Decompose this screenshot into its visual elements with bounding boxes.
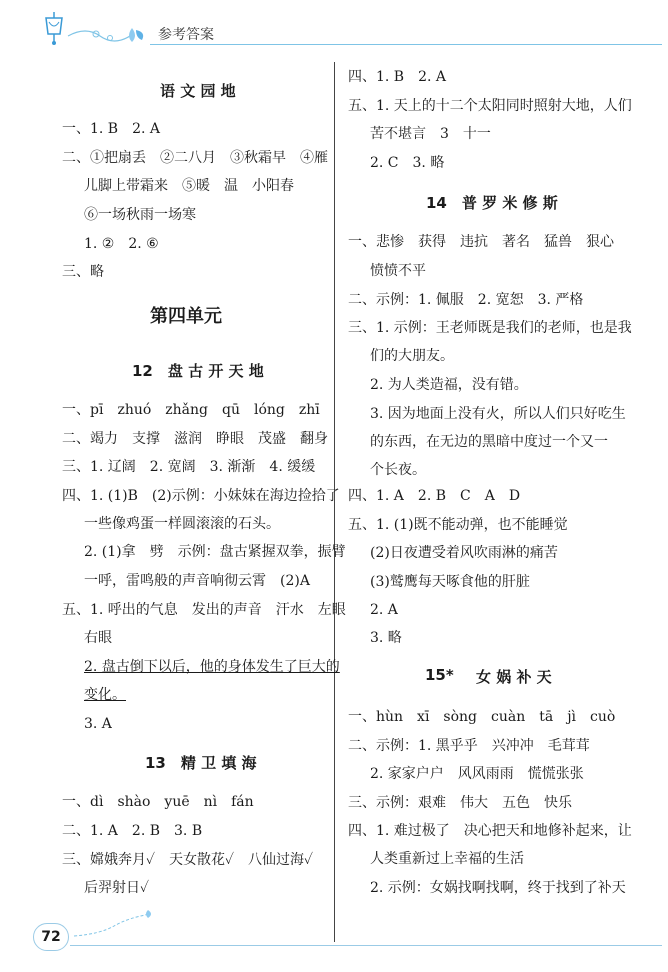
answer-line: 2. (1)拿 劈 示例：盘古紧握双拳，振臂 — [84, 544, 346, 560]
answer-line: 三、示例：艰难 伟大 五色 快乐 — [348, 795, 572, 811]
answer-line: 2. A — [370, 602, 398, 618]
answer-line: 愤愤不平 — [370, 263, 426, 279]
answer-line: 三、1. 示例：王老师既是我们的老师，也是我 — [348, 320, 632, 336]
answer-line: 四、1. B 2. A — [348, 69, 447, 85]
answer-line: 的东西，在无边的黑暗中度过一个又一 — [370, 434, 608, 450]
answer-line: 一、悲惨 获得 违抗 著名 猛兽 狠心 — [348, 234, 614, 250]
answer-line-underlined: 变化。 — [84, 687, 126, 703]
answer-line: 2. 示例：女娲找啊找啊，终于找到了补天 — [370, 880, 626, 896]
section-title-12: 12 盘 古 开 天 地 — [132, 362, 264, 380]
answer-line: 个长夜。 — [370, 462, 426, 478]
answer-line: 五、1. 呼出的气息 发出的声音 汗水 左眼 — [62, 602, 346, 618]
answer-line: (3)鹫鹰每天啄食他的肝脏 — [370, 574, 530, 590]
section-title-yuwen-yuandi: 语 文 园 地 — [160, 82, 236, 100]
answer-line: 四、1. 难过极了 决心把天和地修补起来，让 — [348, 823, 632, 839]
answer-line: 一、pī zhuó zhǎng qū lóng zhī — [62, 402, 320, 418]
answer-line: 三、略 — [62, 264, 104, 280]
section-title-15: 女 娲 补 天 — [476, 668, 552, 686]
answer-line: 右眼 — [84, 630, 112, 646]
answer-line: 人类重新过上幸福的生活 — [370, 851, 524, 867]
vine-decoration-icon — [66, 22, 156, 46]
answer-line: 后羿射日✓ — [84, 880, 150, 896]
answer-line: 儿脚上带霜来 ⑤暖 温 小阳春 — [84, 178, 294, 194]
header-title: 参考答案 — [158, 27, 214, 43]
answer-line: 苦不堪言 3 十一 — [370, 126, 491, 142]
answer-line: 3. 略 — [370, 630, 402, 646]
unit-title: 第四单元 — [150, 306, 222, 327]
answer-line: 四、1. (1)B (2)示例：小妹妹在海边捡拾了 — [62, 488, 340, 504]
answer-line: 二、①把扇丢 ②二八月 ③秋霜早 ④雁 — [62, 150, 328, 166]
answer-line: 五、1. 天上的十二个太阳同时照射大地，人们 — [348, 98, 632, 114]
answer-line: 2. 家家户户 风风雨雨 慌慌张张 — [370, 766, 584, 782]
page-number: 72 — [33, 923, 69, 951]
answer-line: 二、竭力 支撑 滋润 睁眼 茂盛 翻身 — [62, 431, 328, 447]
header-rule — [150, 44, 662, 45]
answer-line-underlined: 2. 盘古倒下以后，他的身体发生了巨大的 — [84, 659, 340, 675]
footer-swirl-icon — [70, 900, 170, 940]
answer-line: 3. 因为地面上没有火，所以人们只好吃生 — [370, 406, 626, 422]
answer-line: 2. C 3. 略 — [370, 155, 445, 171]
answer-line: ⑥一场秋雨一场寒 — [84, 207, 196, 223]
answer-line: 四、1. A 2. B C A D — [348, 488, 521, 504]
answer-line: 三、1. 辽阔 2. 宽阔 3. 渐渐 4. 缓缓 — [62, 459, 316, 475]
answer-line: 二、示例：1. 佩服 2. 宽恕 3. 严格 — [348, 292, 584, 308]
answer-line: 们的大朋友。 — [370, 348, 454, 364]
answer-line: 二、1. A 2. B 3. B — [62, 823, 203, 839]
section-number-15: 15* — [425, 666, 454, 684]
lantern-icon — [40, 10, 68, 46]
section-title-13: 13 精 卫 填 海 — [145, 754, 257, 772]
answer-line: 二、示例：1. 黑乎乎 兴冲冲 毛茸茸 — [348, 738, 590, 754]
answer-line: (2)日夜遭受着风吹雨淋的痛苦 — [370, 545, 558, 561]
answer-line: 3. A — [84, 716, 112, 732]
footer-rule — [70, 945, 662, 946]
answer-line: 一些像鸡蛋一样圆滚滚的石头。 — [84, 516, 280, 532]
answer-line: 五、1. (1)既不能动弹，也不能睡觉 — [348, 517, 568, 533]
answer-line: 1. ② 2. ⑥ — [84, 236, 159, 252]
answer-line: 2. 为人类造福，没有错。 — [370, 377, 528, 393]
answer-line: 一、1. B 2. A — [62, 121, 161, 137]
answer-line: 三、嫦娥奔月✓ 天女散花✓ 八仙过海✓ — [62, 852, 314, 868]
answer-line: 一、hùn xī sòng cuàn tā jì cuò — [348, 709, 616, 725]
answer-line: 一呼，雷鸣般的声音响彻云霄 (2)A — [84, 573, 310, 589]
answer-line: 一、dì shào yuē nì fán — [62, 794, 254, 810]
section-title-14: 14 普 罗 米 修 斯 — [426, 194, 558, 212]
